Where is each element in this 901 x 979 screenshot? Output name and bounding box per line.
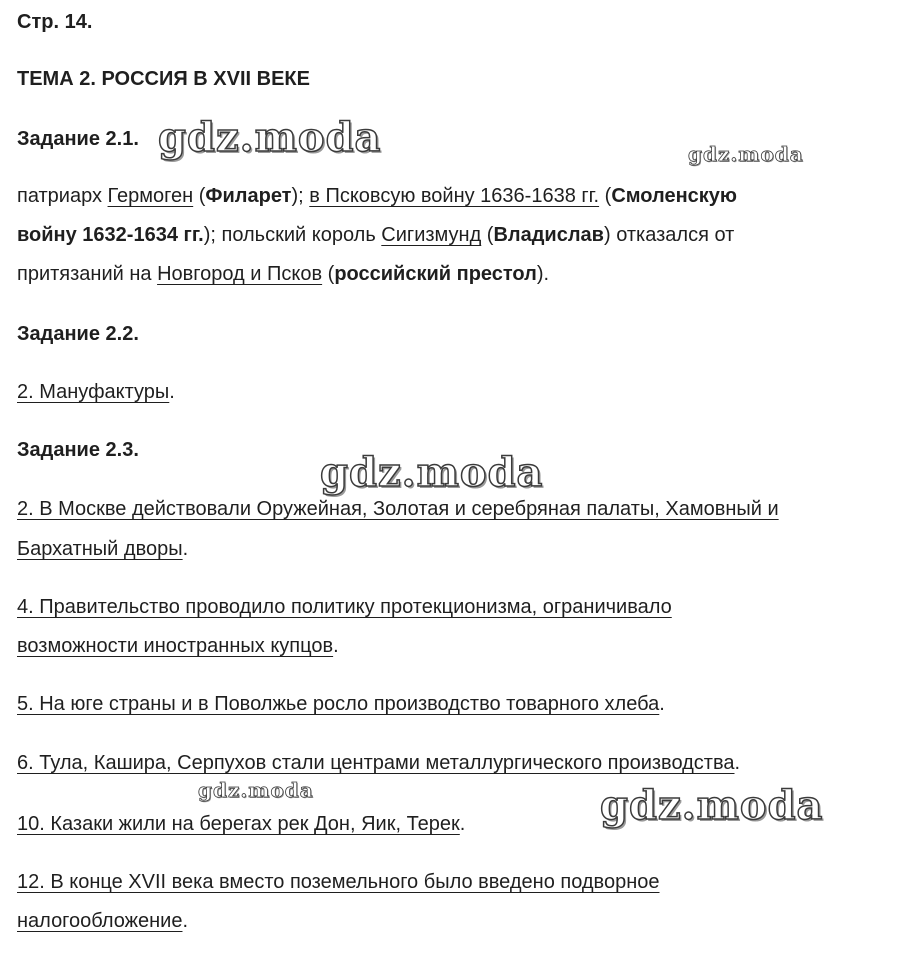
task-2-3-item-10: 10. Казаки жили на берегах рек Дон, Яик, Терек. [17,813,466,835]
task-2-1-title: Задание 2.1. [17,128,139,150]
watermark-logo: gdz.moda [688,142,804,166]
watermark-logo: gdz.moda [158,114,382,161]
task-2-1-line-3: притязаний на Новгород и Псков (российский престол). [17,263,550,285]
corrected-term: Владислав [493,224,604,246]
task-2-1-line-2: войну 1632-1634 гг.); польский король Сигизмунд (Владислав) отказался от [17,224,735,246]
corrected-term: Смоленскую [611,185,737,207]
task-2-3-item-6: 6. Тула, Кашира, Серпухов стали центрами металлургического производства. [17,752,741,774]
task-2-3-item-2-line-2: Бархатный дворы. [17,538,189,560]
page-number: Стр. 14. [17,11,93,33]
watermark-logo: gdz.moda [198,778,314,802]
task-2-1-line-1: патриарх Гермоген (Филарет); в Псковсую войну 1636-1638 гг. (Смоленскую [17,185,737,207]
task-2-3-item-12-line-2: налогообложение. [17,910,189,932]
watermark-logo: gdz.moda [320,449,544,496]
task-2-3-title: Задание 2.3. [17,439,139,461]
task-2-3-item-4-line-2: возможности иностранных купцов. [17,635,339,657]
watermark-logo: gdz.moda [600,782,824,829]
corrected-term: войну 1632-1634 гг. [17,224,204,246]
task-2-3-item-5: 5. На юге страны и в Поволжье росло производство товарного хлеба. [17,693,665,715]
task-2-3-item-2-line-1: 2. В Москве действовали Оружейная, Золотая и серебряная палаты, Хамовный и [17,498,779,520]
task-2-3-item-4-line-1: 4. Правительство проводило политику протекционизма, ограничивало [17,596,672,618]
task-2-3-item-12-line-1: 12. В конце XVII века вместо поземельного было введено подворное [17,871,660,893]
corrected-term: российский престол [334,263,537,285]
wrong-term-link: Новгород и Псков [157,263,323,285]
wrong-term-link: Гермоген [107,185,194,207]
wrong-term-link: Сигизмунд [381,224,482,246]
task-2-2-answer: 2. Мануфактуры. [17,381,175,403]
wrong-term-link: в Псковсую войну 1636-1638 гг. [309,185,600,207]
corrected-term: Филарет [205,185,292,207]
task-2-2-title: Задание 2.2. [17,323,139,345]
theme-heading: ТЕМА 2. РОССИЯ В XVII ВЕКЕ [17,68,310,90]
